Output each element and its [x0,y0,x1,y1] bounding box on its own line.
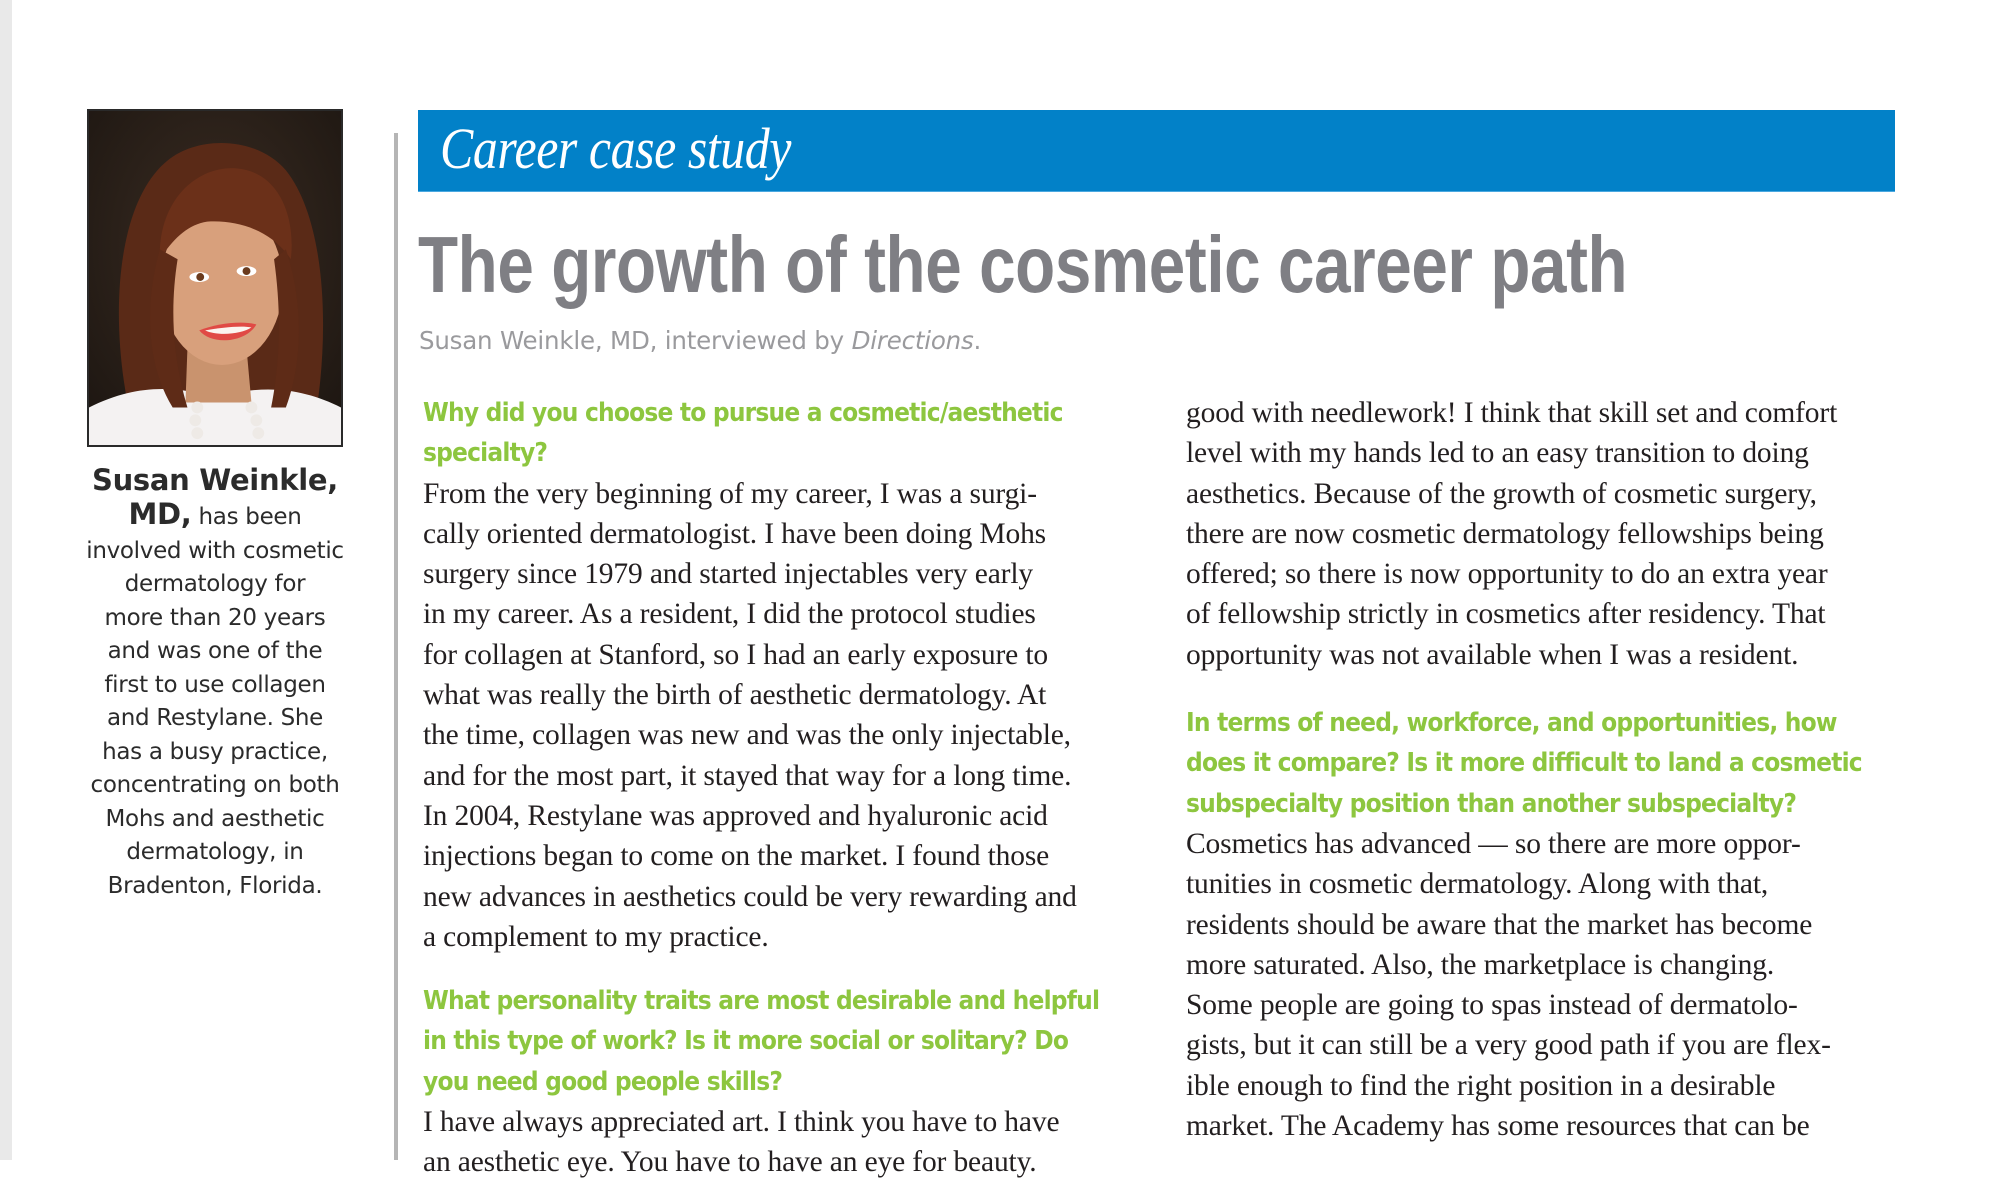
article-byline: Susan Weinkle, MD, interviewed by Directions. [419,326,982,355]
article-column-right [1186,393,1906,1146]
question-heading: What personality traits are most desirable and helpful in this type of work? Is it more social or solitary? Do you need good people skills? [423,986,1100,1097]
article-column-left [423,393,1148,1183]
author-bio-line: first to use collagen [104,671,326,698]
section-banner [418,110,1895,192]
author-bio-line: and Restylane. She [106,705,324,731]
author-photo [87,109,343,447]
author-bio-line: dermatology, in [126,839,304,865]
author-bio-line: Mohs and aesthetic [105,805,325,832]
portrait-illustration [89,111,341,445]
page-edge-strip [0,0,12,1160]
author-bio-line: concentrating on both [90,772,340,798]
section-label: Career case study [440,116,792,181]
author-bio [70,462,360,903]
author-bio-line: MD, has been [128,497,302,531]
answer-paragraph: good with needlework! I think that skill set and comfort level with my hands led to an easy transition to doing aesthetics. Because of the growth of cosmetic surgery, there are now cosmetic dermatology fellowships being offered; so there is now opportunity to do an extra year of fellowship strictly in cosmetics after residency. That opportunity was not available when I was a resident. [1186,397,1838,671]
publication-name: Directions [851,326,974,355]
column-divider [394,133,398,1160]
author-bio-line: dermatology for [124,571,306,597]
author-name: Susan Weinkle, [91,463,339,497]
article-title: The growth of the cosmetic career path [418,220,1628,309]
author-bio-line: and was one of the [107,638,323,664]
answer-paragraph: I have always appreciated art. I think you have to have an aesthetic eye. You have to have an eye for beauty. [423,1106,1060,1179]
author-bio-line: more than 20 years [104,604,326,631]
answer-paragraph: Cosmetics has advanced — so there are more oppor- tunities in cosmetic dermatology. Along with that, residents should be aware that the market has become more saturated. Also, the marketplace is changing. Some people are going to spas instead of dermatolo- gists, but it can still be a very good path if you are flex- ible enough to find the right position in a desirable market. The Academy has some resources that can be [1186,827,1831,1143]
author-bio-line: Bradenton, Florida. [107,872,323,899]
question-heading: Why did you choose to pursue a cosmetic/aesthetic specialty? [423,398,1063,469]
paragraph-gap [1186,675,1906,703]
paragraph-gap [423,957,1148,981]
answer-paragraph: From the very beginning of my career, I was a surgi- cally oriented dermatologist. I have been doing Mohs surgery since 1979 and started injectables very early in my career. As a resident, I did the protocol studies for collagen at Stanford, so I had an early exposure to what was really the birth of aesthetic dermatology. At the time, collagen was new and was the only injectable, and for the most part, it stayed that way for a long time. In 2004, Restylane was approved and hyaluronic acid injections began to come on the market. I found those new advances in aesthetics could be very rewarding and a complement to my practice. [423,477,1077,953]
author-credential: MD, [128,497,192,531]
author-bio-line: involved with cosmetic [86,537,344,564]
question-heading: In terms of need, workforce, and opportunities, how does it compare? Is it more difficult to land a cosmetic subspecialty position than another subspecialty? [1186,708,1862,819]
author-bio-line: has a busy practice, [102,738,328,765]
